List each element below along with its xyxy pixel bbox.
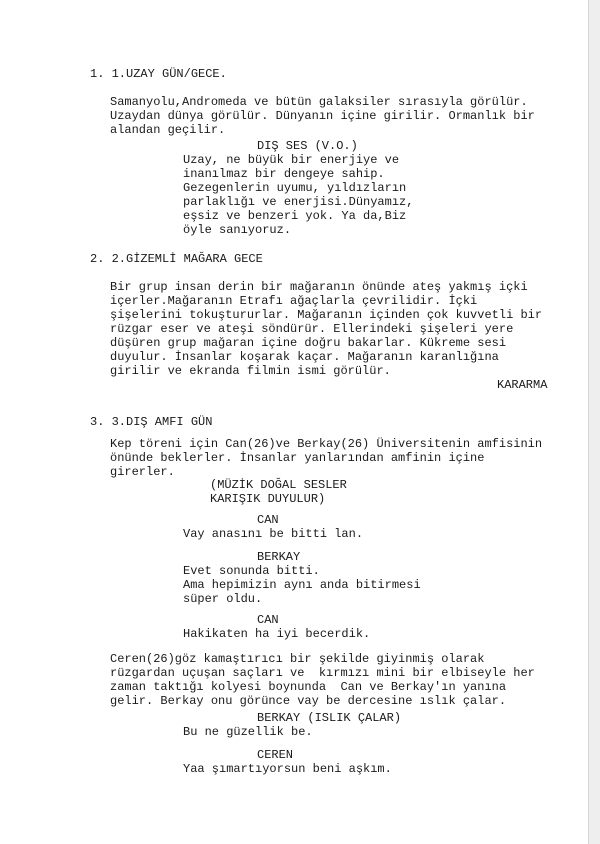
action-2: Bir grup insan derin bir mağaranın önünde ateş yakmış içki içerler.Mağaranın Etrafı ağaçlarla çevrilidir. İçki şişelerini tokuştururlar. Mağaranın içinden çok kuvvetli bir rüzgar eser ve ateşi söndürür. Ellerindeki şişeleri yere düşüren grup mağaran içine doğru bakarlar. Kükreme sesi duyulur. İnsanlar koşarak kaçar. Mağaranın karanlığına girilir ve ekranda filmin ismi görülür. <box>110 280 543 378</box>
scene-heading-3: 3. 3.DIŞ AMFI GÜN <box>90 415 213 429</box>
character-berkay: BERKAY <box>257 550 301 564</box>
scene-heading-1: 1. 1.UZAY GÜN/GECE. <box>90 67 227 81</box>
character-dis-ses: DIŞ SES (V.O.) <box>257 139 358 153</box>
transition-kararma: KARARMA <box>497 378 548 392</box>
dialogue-can: Vay anasını be bitti lan. <box>183 527 364 541</box>
character-ceren: CEREN <box>257 748 294 762</box>
action-1: Samanyolu,Andromeda ve bütün galaksiler sırasıyla görülür. Uzaydan dünya görülür. Dünyanın içine girilir. Ormanlık bir alandan geçilir. <box>110 95 535 137</box>
character-can-2: CAN <box>257 613 279 627</box>
dialogue-berkay: Evet sonunda bitti. Ama hepimizin aynı anda bitirmesi süper oldu. <box>183 564 421 606</box>
page-edge <box>588 0 600 844</box>
action-3: Kep töreni için Can(26)ve Berkay(26) Üniversitenin amfisinin önünde beklerler. İnsanlar yanlarından amfinin içine girerler. <box>110 437 543 479</box>
parenthetical-muzik: (MÜZİK DOĞAL SESLER KARIŞIK DUYULUR) <box>210 478 347 506</box>
scene-heading-2: 2. 2.GİZEMLİ MAĞARA GECE <box>90 252 263 266</box>
dialogue-can-2: Hakikaten ha iyi becerdik. <box>183 627 371 641</box>
action-4: Ceren(26)göz kamaştırıcı bir şekilde giyinmiş olarak rüzgardan uçuşan saçları ve kırmızı mini bir elbiseyle her zaman taktığı kolyesi boynunda Can ve Berkay'ın yanına gelir. Berkay onu görünce vay be dercesine ıslık çalar. <box>110 652 535 708</box>
dialogue-ceren: Yaa şımartıyorsun beni aşkım. <box>183 762 392 776</box>
dialogue-berkay-2: Bu ne güzellik be. <box>183 725 313 739</box>
dialogue-dis-ses: Uzay, ne büyük bir enerjiye ve inanılmaz bir dengeye sahip. Gezegenlerin uyumu, yıldızların parlaklığı ve enerjisi.Dünyamız, eşsiz ve benzeri yok. Ya da,Biz öyle sanıyoruz. <box>183 153 414 237</box>
character-berkay-islik: BERKAY (ISLIK ÇALAR) <box>257 711 402 725</box>
character-can: CAN <box>257 513 279 527</box>
